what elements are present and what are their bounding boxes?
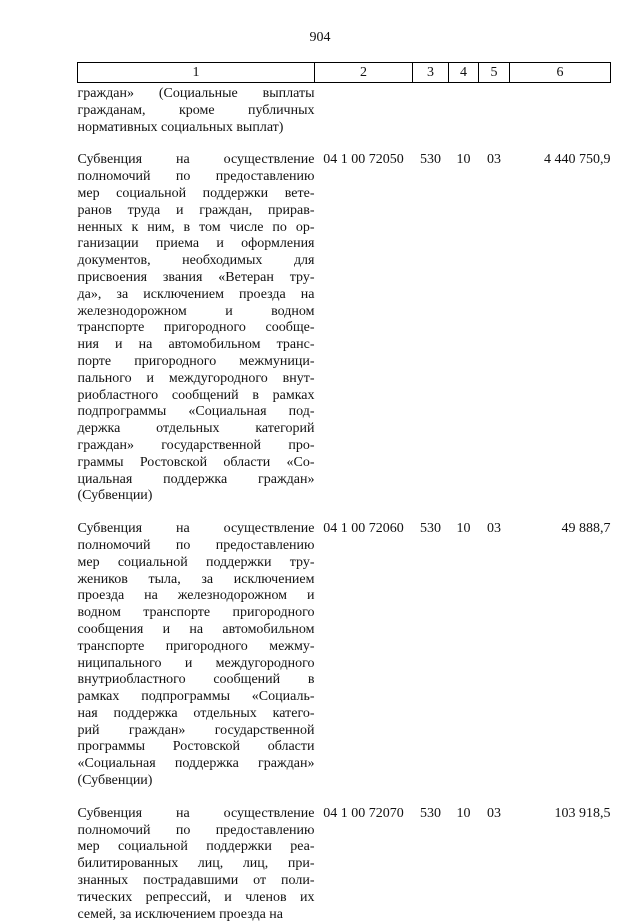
target-article-code: 04 1 00 72070 <box>323 805 404 821</box>
description-line: семей, за исключением проезда на <box>77 906 284 922</box>
description-line: граждан» государственной про- <box>77 437 315 453</box>
description-line: железнодорожном и водном <box>77 303 315 319</box>
description-line: полномочий по предоставлению <box>77 537 315 553</box>
description-line: подпрограммы «Социальная под- <box>77 404 315 420</box>
description-line: циальная поддержка граждан» <box>77 471 315 487</box>
description-line: граждан» (Социальные выплаты <box>77 86 315 101</box>
column-header: 1 <box>78 63 315 83</box>
description-line: мер социальной поддержки тру- <box>77 554 315 570</box>
subsection-code: 03 <box>487 521 501 537</box>
description-line: (Субвенции) <box>77 773 153 789</box>
description-line: транспорте пригородного сообще- <box>77 320 315 336</box>
description-line: знанных пострадавшими от поли- <box>77 873 315 889</box>
column-header: 5 <box>479 63 510 83</box>
description-line: транспорте пригородного межму- <box>77 638 315 654</box>
subsection-code: 03 <box>487 152 501 168</box>
subsection-code <box>479 83 510 137</box>
row-description <box>78 505 315 790</box>
row-description <box>78 83 315 137</box>
subsection-code: 03 <box>487 805 501 821</box>
description-line: граммы Ростовской области «Со- <box>77 454 315 470</box>
description-line: проезда на железнодорожном и <box>77 588 315 604</box>
amount-value: 103 918,5 <box>554 805 611 821</box>
description-line: сообщения и на автомобильном <box>77 621 315 637</box>
page-number: 904 <box>309 30 331 45</box>
budget-table <box>77 62 611 923</box>
description-line: программы Ростовской области <box>77 739 315 755</box>
description-line: документов, необходимых для <box>77 253 315 269</box>
description-line: ганизации приема и оформления <box>77 236 315 252</box>
section-code: 10 <box>456 152 471 168</box>
description-line: ранов труда и граждан, прирав- <box>77 202 315 218</box>
description-line: ния и на автомобильном транс- <box>77 337 315 353</box>
target-article-code: 04 1 00 72050 <box>323 152 404 168</box>
description-line: пального и междугородного внут- <box>77 370 315 386</box>
target-article-code: 04 1 00 72060 <box>323 521 404 537</box>
target-article-code <box>315 83 413 137</box>
expense-type-code: 530 <box>420 521 441 537</box>
description-line: тических репрессий, и членов их <box>77 889 315 905</box>
description-line: да», за исключением проезда на <box>77 286 315 302</box>
description-line: нормативных социальных выплат) <box>77 119 284 135</box>
table-row <box>78 136 611 505</box>
expense-type-code: 530 <box>420 152 441 168</box>
description-line: водном транспорте пригородного <box>77 605 315 621</box>
description-line: гражданам, кроме публичных <box>77 102 315 118</box>
description-line: ная поддержка отдельных катего- <box>77 705 315 721</box>
description-line: рий граждан» государственной <box>77 722 315 738</box>
description-line: мер социальной поддержки реа- <box>77 839 315 855</box>
description-line: Субвенция на осуществление <box>77 521 315 537</box>
amount-value: 49 888,7 <box>561 521 611 537</box>
description-line: ниципального и междугородного <box>77 655 315 671</box>
description-line: рамках подпрограммы «Социаль- <box>77 689 315 705</box>
description-line: внутриобластного сообщений в <box>77 672 315 688</box>
section-code <box>449 83 479 137</box>
description-line: полномочий по предоставлению <box>77 822 315 838</box>
row-description <box>78 136 315 505</box>
table-row <box>78 790 611 923</box>
description-line: держка отдельных категорий <box>77 421 315 437</box>
description-line: мер социальной поддержки вете- <box>77 185 315 201</box>
description-line: риобластного сообщений в рамках <box>77 387 315 403</box>
section-code: 10 <box>456 805 471 821</box>
description-line: Субвенция на осуществление <box>77 152 315 168</box>
column-number-header <box>78 63 611 83</box>
table-row <box>78 83 611 137</box>
description-line: полномочий по предоставлению <box>77 169 315 185</box>
row-description <box>78 790 315 923</box>
column-header: 6 <box>510 63 611 83</box>
expense-type-code: 530 <box>420 805 441 821</box>
column-header: 3 <box>413 63 449 83</box>
description-line: жеников тыла, за исключением <box>77 571 315 587</box>
expense-type-code <box>413 83 449 137</box>
description-line: Субвенция на осуществление <box>77 805 315 821</box>
table-row <box>78 505 611 790</box>
description-line: билитированных лиц, лиц, при- <box>77 856 315 872</box>
description-line: порте пригородного межмуници- <box>77 353 315 369</box>
amount-value: 4 440 750,9 <box>544 152 611 168</box>
amount-value <box>510 83 611 137</box>
description-line: «Социальная поддержка граждан» <box>77 756 315 772</box>
description-line: ненных к ним, в том числе по ор- <box>77 219 315 235</box>
description-line: (Субвенции) <box>77 488 153 504</box>
column-header: 2 <box>315 63 413 83</box>
column-header: 4 <box>449 63 479 83</box>
description-line: присвоения звания «Ветеран тру- <box>77 269 315 285</box>
section-code: 10 <box>456 521 471 537</box>
